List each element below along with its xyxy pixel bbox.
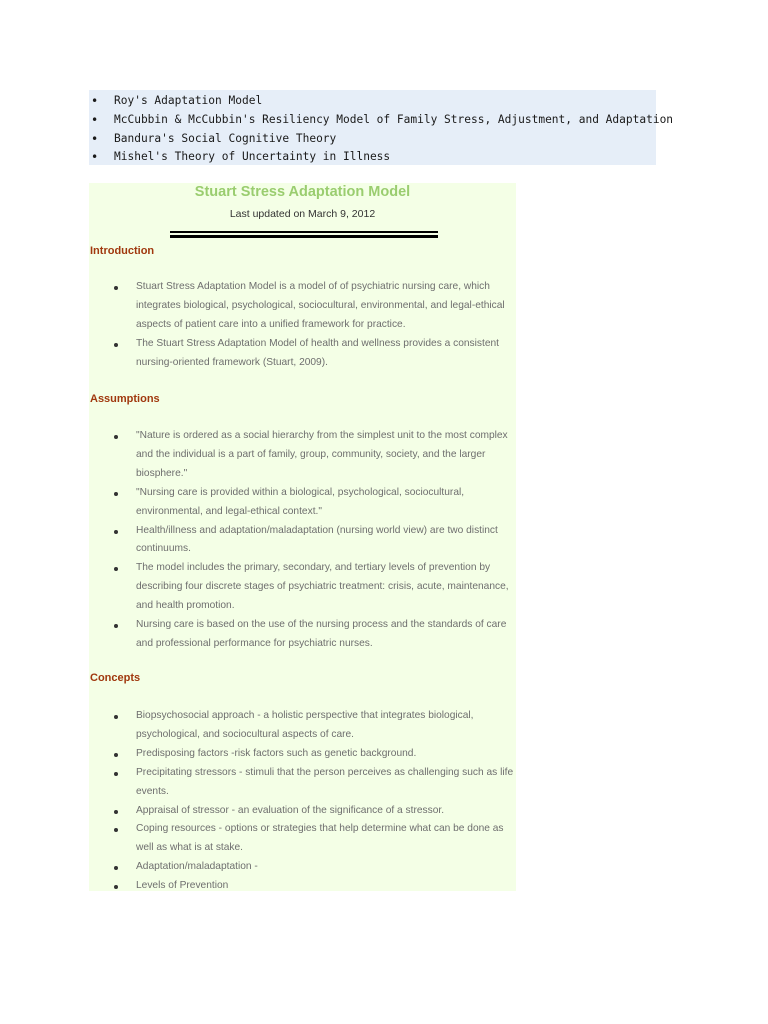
list-item <box>89 484 516 522</box>
list-item-text: The model includes the primary, secondary, and tertiary levels of prevention by describing four discrete stages of psychiatric treatment: crisis, acute, maintenance, and health promotion. <box>136 562 509 612</box>
bullet-icon: • <box>91 150 99 165</box>
list-item <box>89 858 516 877</box>
title-divider <box>170 231 438 239</box>
concepts-list <box>89 707 516 896</box>
bullet-icon <box>114 624 118 628</box>
bullet-icon <box>114 286 118 290</box>
list-item <box>89 111 674 130</box>
list-item <box>89 522 516 560</box>
list-item <box>89 92 656 111</box>
bullet-icon <box>114 343 118 347</box>
section-heading-assumptions: Assumptions <box>90 393 160 405</box>
bullet-icon <box>114 885 118 889</box>
list-item <box>89 616 516 654</box>
list-item-text: The Stuart Stress Adaptation Model of health and wellness provides a consistent nursing-oriented framework (Stuart, 2009). <box>136 337 499 368</box>
list-item <box>89 559 516 616</box>
list-item <box>89 707 516 745</box>
list-item-text: Stuart Stress Adaptation Model is a model of of psychiatric nursing care, which integrates biological, psychological, sociocultural, environmental, and legal-ethical aspects of patient care into a unified framework for practice. <box>136 281 505 330</box>
list-item <box>89 130 656 149</box>
bullet-icon <box>114 772 118 776</box>
list-item-text: "Nature is ordered as a social hierarchy from the simplest unit to the most complex and the individual is a part of family, group, community, society, and the larger biosphere." <box>136 430 508 479</box>
bullet-icon <box>114 753 118 757</box>
assumptions-list <box>89 427 516 654</box>
list-item-text: Roy's Adaptation Model <box>114 94 263 107</box>
bullet-icon <box>114 810 118 814</box>
list-item <box>89 764 516 802</box>
list-item-text: McCubbin & McCubbin's Resiliency Model of Family Stress, Adjustment, and Adaptation <box>114 112 674 126</box>
list-item-text: Health/illness and adaptation/maladaptation (nursing world view) are two distinct continuums. <box>136 524 498 555</box>
section-heading-introduction: Introduction <box>90 245 155 257</box>
list-item-text: Predisposing factors -risk factors such as genetic background. <box>136 747 417 759</box>
related-models-list <box>89 90 674 165</box>
list-item-text: Adaptation/maladaptation - <box>136 861 258 873</box>
list-item <box>89 148 656 167</box>
list-item-text: Appraisal of stressor - an evaluation of the significance of a stressor. <box>136 804 445 816</box>
list-item-text: Precipitating stressors - stimuli that the person perceives as challenging such as life events. <box>136 766 514 797</box>
list-item-text: Biopsychosocial approach - a holistic perspective that integrates biological, psychological, and sociocultural aspects of care. <box>136 710 474 740</box>
list-item-text: "Nursing care is provided within a biological, psychological, sociocultural, environmental, and legal-ethical context." <box>136 486 465 517</box>
list-item <box>89 745 516 764</box>
bullet-icon <box>114 435 118 439</box>
bullet-icon <box>114 530 118 534</box>
bullet-icon: • <box>91 131 99 146</box>
bullet-icon: • <box>91 112 99 127</box>
list-item <box>89 802 516 821</box>
list-item <box>89 877 516 896</box>
last-updated-text: Last updated on March 9, 2012 <box>229 208 376 220</box>
list-item-text: Bandura's Social Cognitive Theory <box>114 131 337 145</box>
bullet-icon <box>114 567 118 571</box>
bullet-icon <box>114 866 118 870</box>
bullet-icon <box>114 828 118 832</box>
list-item-text: Nursing care is based on the use of the nursing process and the standards of care and professional performance for psychiatric nurses. <box>136 619 507 649</box>
bullet-icon <box>114 492 118 496</box>
document-title: Stuart Stress Adaptation Model <box>194 184 411 200</box>
list-item-text: Coping resources - options or strategies that help determine what can be done as well as what is at stake. <box>136 823 504 854</box>
introduction-list <box>89 278 516 373</box>
bullet-icon: • <box>91 94 99 108</box>
list-item <box>89 335 516 373</box>
list-item <box>89 278 516 335</box>
list-item-text: Levels of Prevention <box>136 880 229 892</box>
list-item-text: Mishel's Theory of Uncertainty in Illness <box>114 150 391 164</box>
list-item <box>89 820 516 858</box>
section-heading-concepts: Concepts <box>90 672 141 684</box>
bullet-icon <box>114 715 118 719</box>
list-item <box>89 427 516 484</box>
